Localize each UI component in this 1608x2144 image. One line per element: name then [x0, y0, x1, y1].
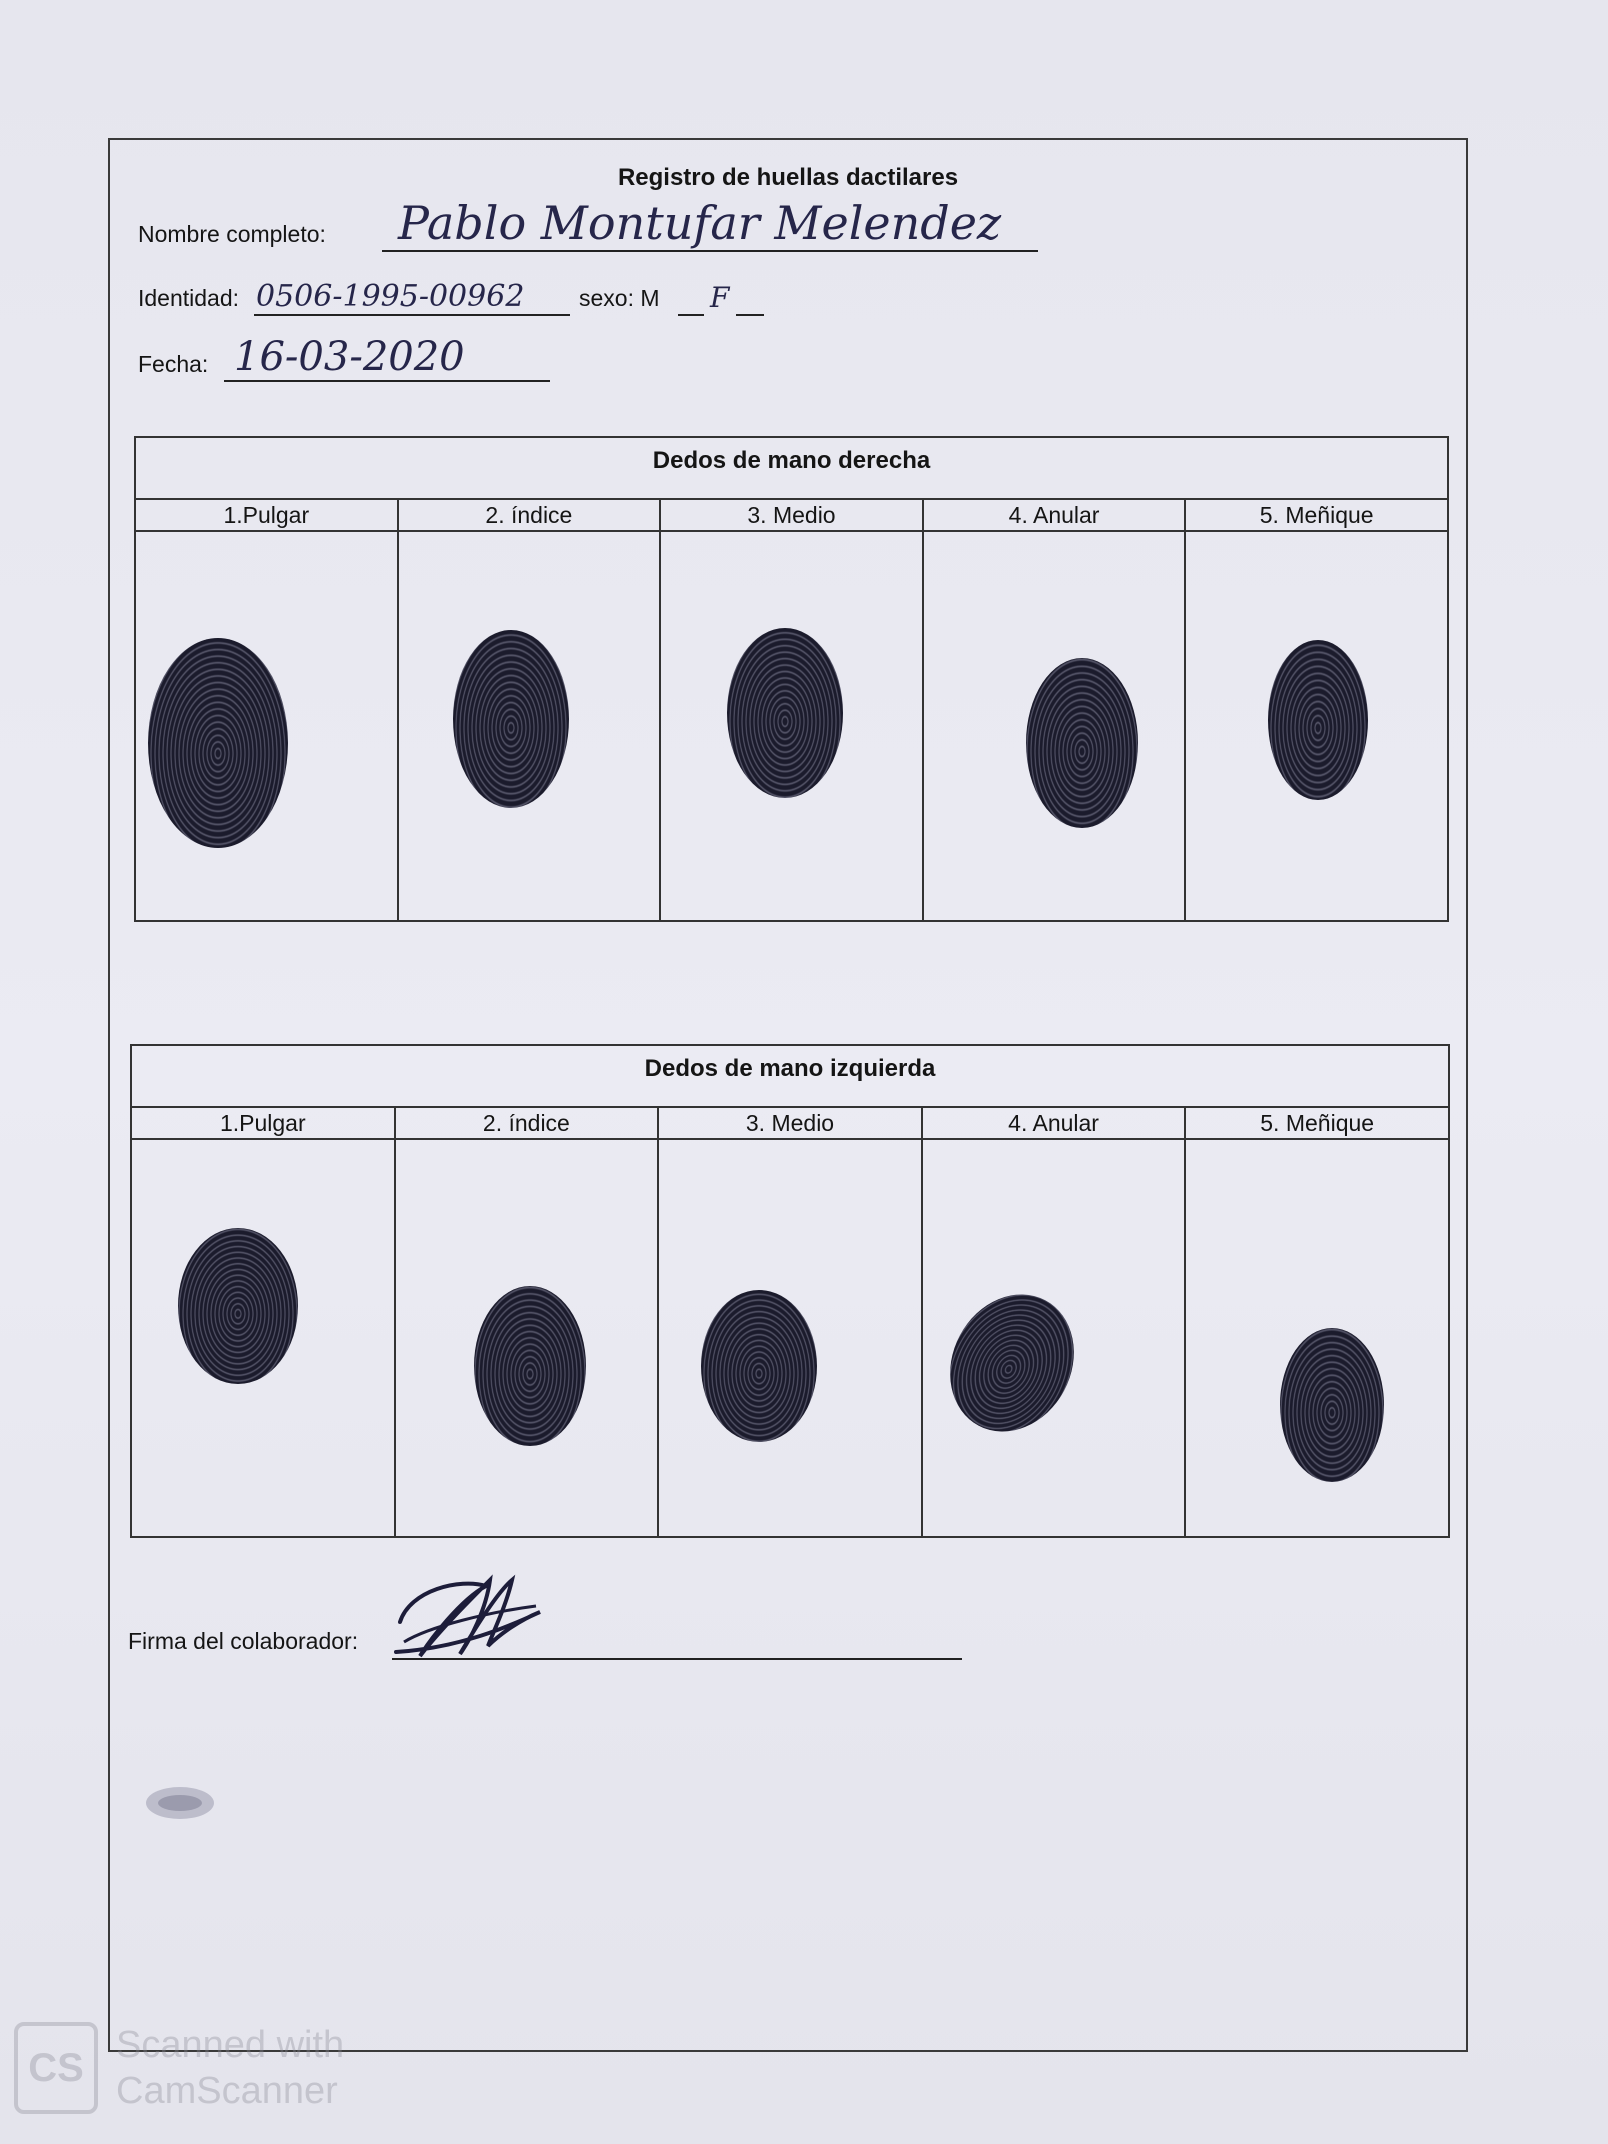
- left-finger-5: [1186, 1108, 1448, 1536]
- name-label: Nombre completo:: [138, 221, 326, 247]
- right-finger-3: [661, 500, 924, 920]
- fingerprint: [178, 1228, 298, 1384]
- fingerprint-box: [399, 532, 660, 920]
- signature-label: Firma del colaborador:: [128, 1628, 359, 1654]
- left-finger-3: [659, 1108, 923, 1536]
- form-title: Registro de huellas dactilares: [617, 164, 959, 191]
- finger-label: 4. Anular: [923, 1108, 1185, 1140]
- id-label: Identidad:: [138, 285, 240, 311]
- finger-label: 4. Anular: [924, 500, 1185, 532]
- right-finger-4: [924, 500, 1187, 920]
- date-underline: [224, 380, 550, 382]
- fingerprint: [1026, 658, 1138, 828]
- sex-label: sexo: M: [579, 285, 660, 311]
- sex-m-underline: [678, 314, 704, 316]
- form-frame: [108, 138, 1468, 2052]
- right-finger-1: [136, 500, 399, 920]
- fingerprint: [474, 1286, 586, 1446]
- id-underline: [254, 314, 570, 316]
- fingerprint: [701, 1290, 817, 1442]
- right-finger-2: [399, 500, 662, 920]
- name-underline: [382, 250, 1038, 252]
- finger-label: 5. Meñique: [1186, 1108, 1448, 1140]
- fingerprint-box: [923, 1140, 1185, 1536]
- finger-label: 1.Pulgar: [136, 500, 397, 532]
- watermark-line-2: CamScanner: [116, 2070, 338, 2112]
- fingerprint: [1280, 1328, 1384, 1482]
- watermark-line-1: Scanned with: [116, 2024, 345, 2066]
- fingerprint-box: [661, 532, 922, 920]
- name-field: [138, 192, 1038, 252]
- camscanner-logo-icon: CS: [14, 2022, 98, 2114]
- right-hand-title: Dedos de mano derecha: [136, 438, 1447, 500]
- fingerprint-box: [1186, 1140, 1448, 1536]
- finger-label: 3. Medio: [659, 1108, 921, 1140]
- right-hand-table: [134, 436, 1449, 922]
- date-handwritten: 16-03-2020: [234, 334, 465, 380]
- left-finger-2: [396, 1108, 660, 1536]
- left-hand-table: [130, 1044, 1450, 1538]
- fingerprint: [1268, 640, 1368, 800]
- fingerprint: [727, 628, 843, 798]
- date-field: [138, 326, 738, 382]
- name-handwritten: Pablo Montufar Melendez: [398, 196, 1002, 250]
- finger-label: 2. índice: [399, 500, 660, 532]
- camscanner-watermark: [14, 2022, 344, 2114]
- fingerprint: [453, 630, 569, 808]
- sex-handwritten: F: [710, 281, 730, 314]
- ink-smudge: [140, 1778, 220, 1828]
- finger-label: 5. Meñique: [1186, 500, 1447, 532]
- finger-label: 1.Pulgar: [132, 1108, 394, 1140]
- fingerprint: [148, 638, 288, 848]
- left-finger-1: [132, 1108, 396, 1536]
- finger-label: 2. índice: [396, 1108, 658, 1140]
- signature-scribble: [390, 1560, 550, 1670]
- fingerprint-box: [132, 1140, 394, 1536]
- finger-label: 3. Medio: [661, 500, 922, 532]
- fingerprint-box: [659, 1140, 921, 1536]
- left-finger-4: [923, 1108, 1187, 1536]
- fingerprint-box: [1186, 532, 1447, 920]
- date-label: Fecha:: [138, 351, 209, 377]
- right-finger-5: [1186, 500, 1447, 920]
- fingerprint-box: [396, 1140, 658, 1536]
- id-handwritten: 0506-1995-00962: [256, 279, 525, 314]
- fingerprint-box: [136, 532, 397, 920]
- fingerprint-box: [924, 532, 1185, 920]
- fingerprint: [926, 1273, 1097, 1454]
- left-hand-title: Dedos de mano izquierda: [132, 1046, 1448, 1108]
- sex-f-underline: [736, 314, 764, 316]
- id-field: [138, 266, 838, 316]
